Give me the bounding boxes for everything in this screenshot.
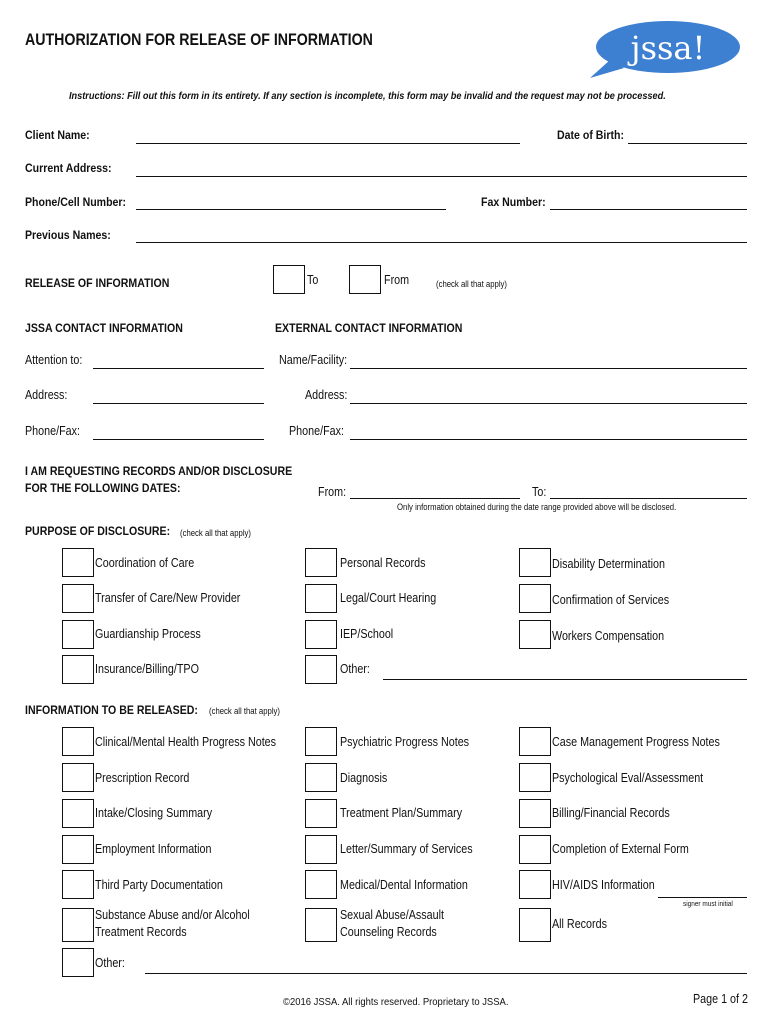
client-name-label: Client Name:	[25, 128, 90, 142]
info-checkbox[interactable]	[305, 727, 337, 756]
jssa-logo	[588, 20, 740, 80]
dates-from-field[interactable]	[350, 498, 520, 499]
purpose-transfer-label: Transfer of Care/New Provider	[95, 591, 241, 605]
info-checkbox[interactable]	[62, 835, 94, 864]
info-checkbox[interactable]	[305, 908, 337, 942]
purpose-checkbox[interactable]	[62, 584, 94, 613]
current-address-label: Current Address:	[25, 161, 112, 175]
name-facility-label: Name/Facility:	[279, 353, 348, 367]
release-from-checkbox[interactable]	[349, 265, 381, 294]
info-billing-label: Billing/Financial Records	[552, 806, 670, 820]
purpose-heading: PURPOSE OF DISCLOSURE:	[25, 524, 171, 538]
client-name-field[interactable]	[136, 143, 520, 144]
purpose-checkbox[interactable]	[305, 655, 337, 684]
purpose-checkbox[interactable]	[62, 655, 94, 684]
info-hint: (check all that apply)	[209, 706, 280, 716]
info-checkbox[interactable]	[519, 727, 551, 756]
name-facility-field[interactable]	[350, 368, 747, 369]
info-external-form-label: Completion of External Form	[552, 842, 689, 856]
info-sexual-abuse-label-line2: Counseling Records	[340, 925, 437, 939]
hiv-initial-field[interactable]	[658, 897, 747, 898]
info-checkbox[interactable]	[305, 835, 337, 864]
info-sexual-abuse-label-line1: Sexual Abuse/Assault	[340, 908, 444, 922]
info-checkbox[interactable]	[305, 799, 337, 828]
jssa-address-label: Address:	[25, 388, 68, 402]
info-checkbox[interactable]	[305, 870, 337, 899]
purpose-guardianship-label: Guardianship Process	[95, 627, 201, 641]
purpose-coordination-label: Coordination of Care	[95, 556, 195, 570]
attention-label: Attention to:	[25, 353, 83, 367]
previous-names-label: Previous Names:	[25, 228, 111, 242]
info-employment-label: Employment Information	[95, 842, 212, 856]
jssa-contact-heading: JSSA CONTACT INFORMATION	[25, 321, 183, 335]
release-to-label: To	[307, 273, 319, 287]
info-heading: INFORMATION TO BE RELEASED:	[25, 703, 198, 717]
info-psychiatric-label: Psychiatric Progress Notes	[340, 735, 470, 749]
purpose-checkbox[interactable]	[519, 584, 551, 613]
purpose-checkbox[interactable]	[519, 620, 551, 649]
attention-field[interactable]	[93, 368, 264, 369]
external-phonefax-label: Phone/Fax:	[289, 424, 344, 438]
external-address-label: Address:	[305, 388, 348, 402]
jssa-address-field[interactable]	[93, 403, 264, 404]
phone-label: Phone/Cell Number:	[25, 195, 127, 209]
purpose-iep-label: IEP/School	[340, 627, 394, 641]
info-other-field[interactable]	[145, 973, 747, 974]
purpose-checkbox[interactable]	[305, 620, 337, 649]
info-case-management-label: Case Management Progress Notes	[552, 735, 720, 749]
dob-field[interactable]	[628, 143, 747, 144]
dates-note: Only information obtained during the date range provided above will be disclosed.	[397, 502, 677, 512]
info-checkbox[interactable]	[62, 727, 94, 756]
info-psych-eval-label: Psychological Eval/Assessment	[552, 771, 704, 785]
info-substance-label-line1: Substance Abuse and/or Alcohol	[95, 908, 250, 922]
footer-page-number: Page 1 of 2	[693, 992, 748, 1006]
purpose-disability-label: Disability Determination	[552, 557, 665, 571]
purpose-workers-label: Workers Compensation	[552, 629, 665, 643]
jssa-phonefax-field[interactable]	[93, 439, 264, 440]
release-label: RELEASE OF INFORMATION	[25, 276, 170, 290]
purpose-other-label: Other:	[340, 662, 370, 676]
purpose-checkbox[interactable]	[62, 548, 94, 577]
info-diagnosis-label: Diagnosis	[340, 771, 388, 785]
info-letter-summary-label: Letter/Summary of Services	[340, 842, 473, 856]
purpose-insurance-label: Insurance/Billing/TPO	[95, 662, 199, 676]
dates-to-label: To:	[532, 485, 547, 499]
purpose-personal-label: Personal Records	[340, 556, 426, 570]
purpose-checkbox[interactable]	[62, 620, 94, 649]
purpose-legal-label: Legal/Court Hearing	[340, 591, 437, 605]
purpose-checkbox[interactable]	[519, 548, 551, 577]
current-address-field[interactable]	[136, 176, 747, 177]
fax-field[interactable]	[550, 209, 747, 210]
dob-label: Date of Birth:	[557, 128, 624, 142]
info-checkbox[interactable]	[519, 763, 551, 792]
info-medical-label: Medical/Dental Information	[340, 878, 468, 892]
info-treatment-plan-label: Treatment Plan/Summary	[340, 806, 463, 820]
info-substance-label-line2: Treatment Records	[95, 925, 187, 939]
release-to-checkbox[interactable]	[273, 265, 305, 294]
info-prescription-label: Prescription Record	[95, 771, 190, 785]
purpose-checkbox[interactable]	[305, 548, 337, 577]
dates-to-field[interactable]	[550, 498, 747, 499]
signer-note: signer must initial	[683, 899, 733, 908]
info-checkbox[interactable]	[305, 763, 337, 792]
info-intake-label: Intake/Closing Summary	[95, 806, 213, 820]
purpose-confirmation-label: Confirmation of Services	[552, 593, 670, 607]
external-phonefax-field[interactable]	[350, 439, 747, 440]
purpose-hint: (check all that apply)	[180, 528, 251, 538]
purpose-checkbox[interactable]	[305, 584, 337, 613]
instructions: Instructions: Fill out this form in its entirety. If any section is incomplete, this form may be invalid and the request may not be processed.	[69, 91, 666, 102]
info-checkbox[interactable]	[62, 763, 94, 792]
release-hint: (check all that apply)	[436, 279, 507, 289]
previous-names-field[interactable]	[136, 242, 747, 243]
info-hiv-label: HIV/AIDS Information	[552, 878, 655, 892]
info-all-records-label: All Records	[552, 917, 607, 931]
dates-from-label: From:	[318, 485, 347, 499]
info-checkbox[interactable]	[519, 799, 551, 828]
info-other-label: Other:	[95, 956, 125, 970]
purpose-other-field[interactable]	[383, 679, 747, 680]
phone-field[interactable]	[136, 209, 446, 210]
dates-heading-line2: FOR THE FOLLOWING DATES:	[25, 481, 181, 495]
logo-text: jssa!	[630, 29, 706, 67]
external-address-field[interactable]	[350, 403, 747, 404]
info-checkbox[interactable]	[519, 870, 551, 899]
info-clinical-label: Clinical/Mental Health Progress Notes	[95, 735, 277, 749]
dates-heading-line1: I AM REQUESTING RECORDS AND/OR DISCLOSURE	[25, 464, 293, 478]
info-checkbox[interactable]	[62, 870, 94, 899]
info-checkbox[interactable]	[519, 835, 551, 864]
info-third-party-label: Third Party Documentation	[95, 878, 223, 892]
release-from-label: From	[384, 273, 410, 287]
external-contact-heading: EXTERNAL CONTACT INFORMATION	[275, 321, 463, 335]
info-checkbox[interactable]	[62, 799, 94, 828]
info-checkbox[interactable]	[519, 908, 551, 942]
footer-copyright: ©2016 JSSA. All rights reserved. Proprietary to JSSA.	[283, 996, 509, 1008]
jssa-phonefax-label: Phone/Fax:	[25, 424, 80, 438]
page-title: AUTHORIZATION FOR RELEASE OF INFORMATION	[25, 31, 373, 49]
info-checkbox[interactable]	[62, 948, 94, 977]
info-checkbox[interactable]	[62, 908, 94, 942]
fax-label: Fax Number:	[481, 195, 546, 209]
